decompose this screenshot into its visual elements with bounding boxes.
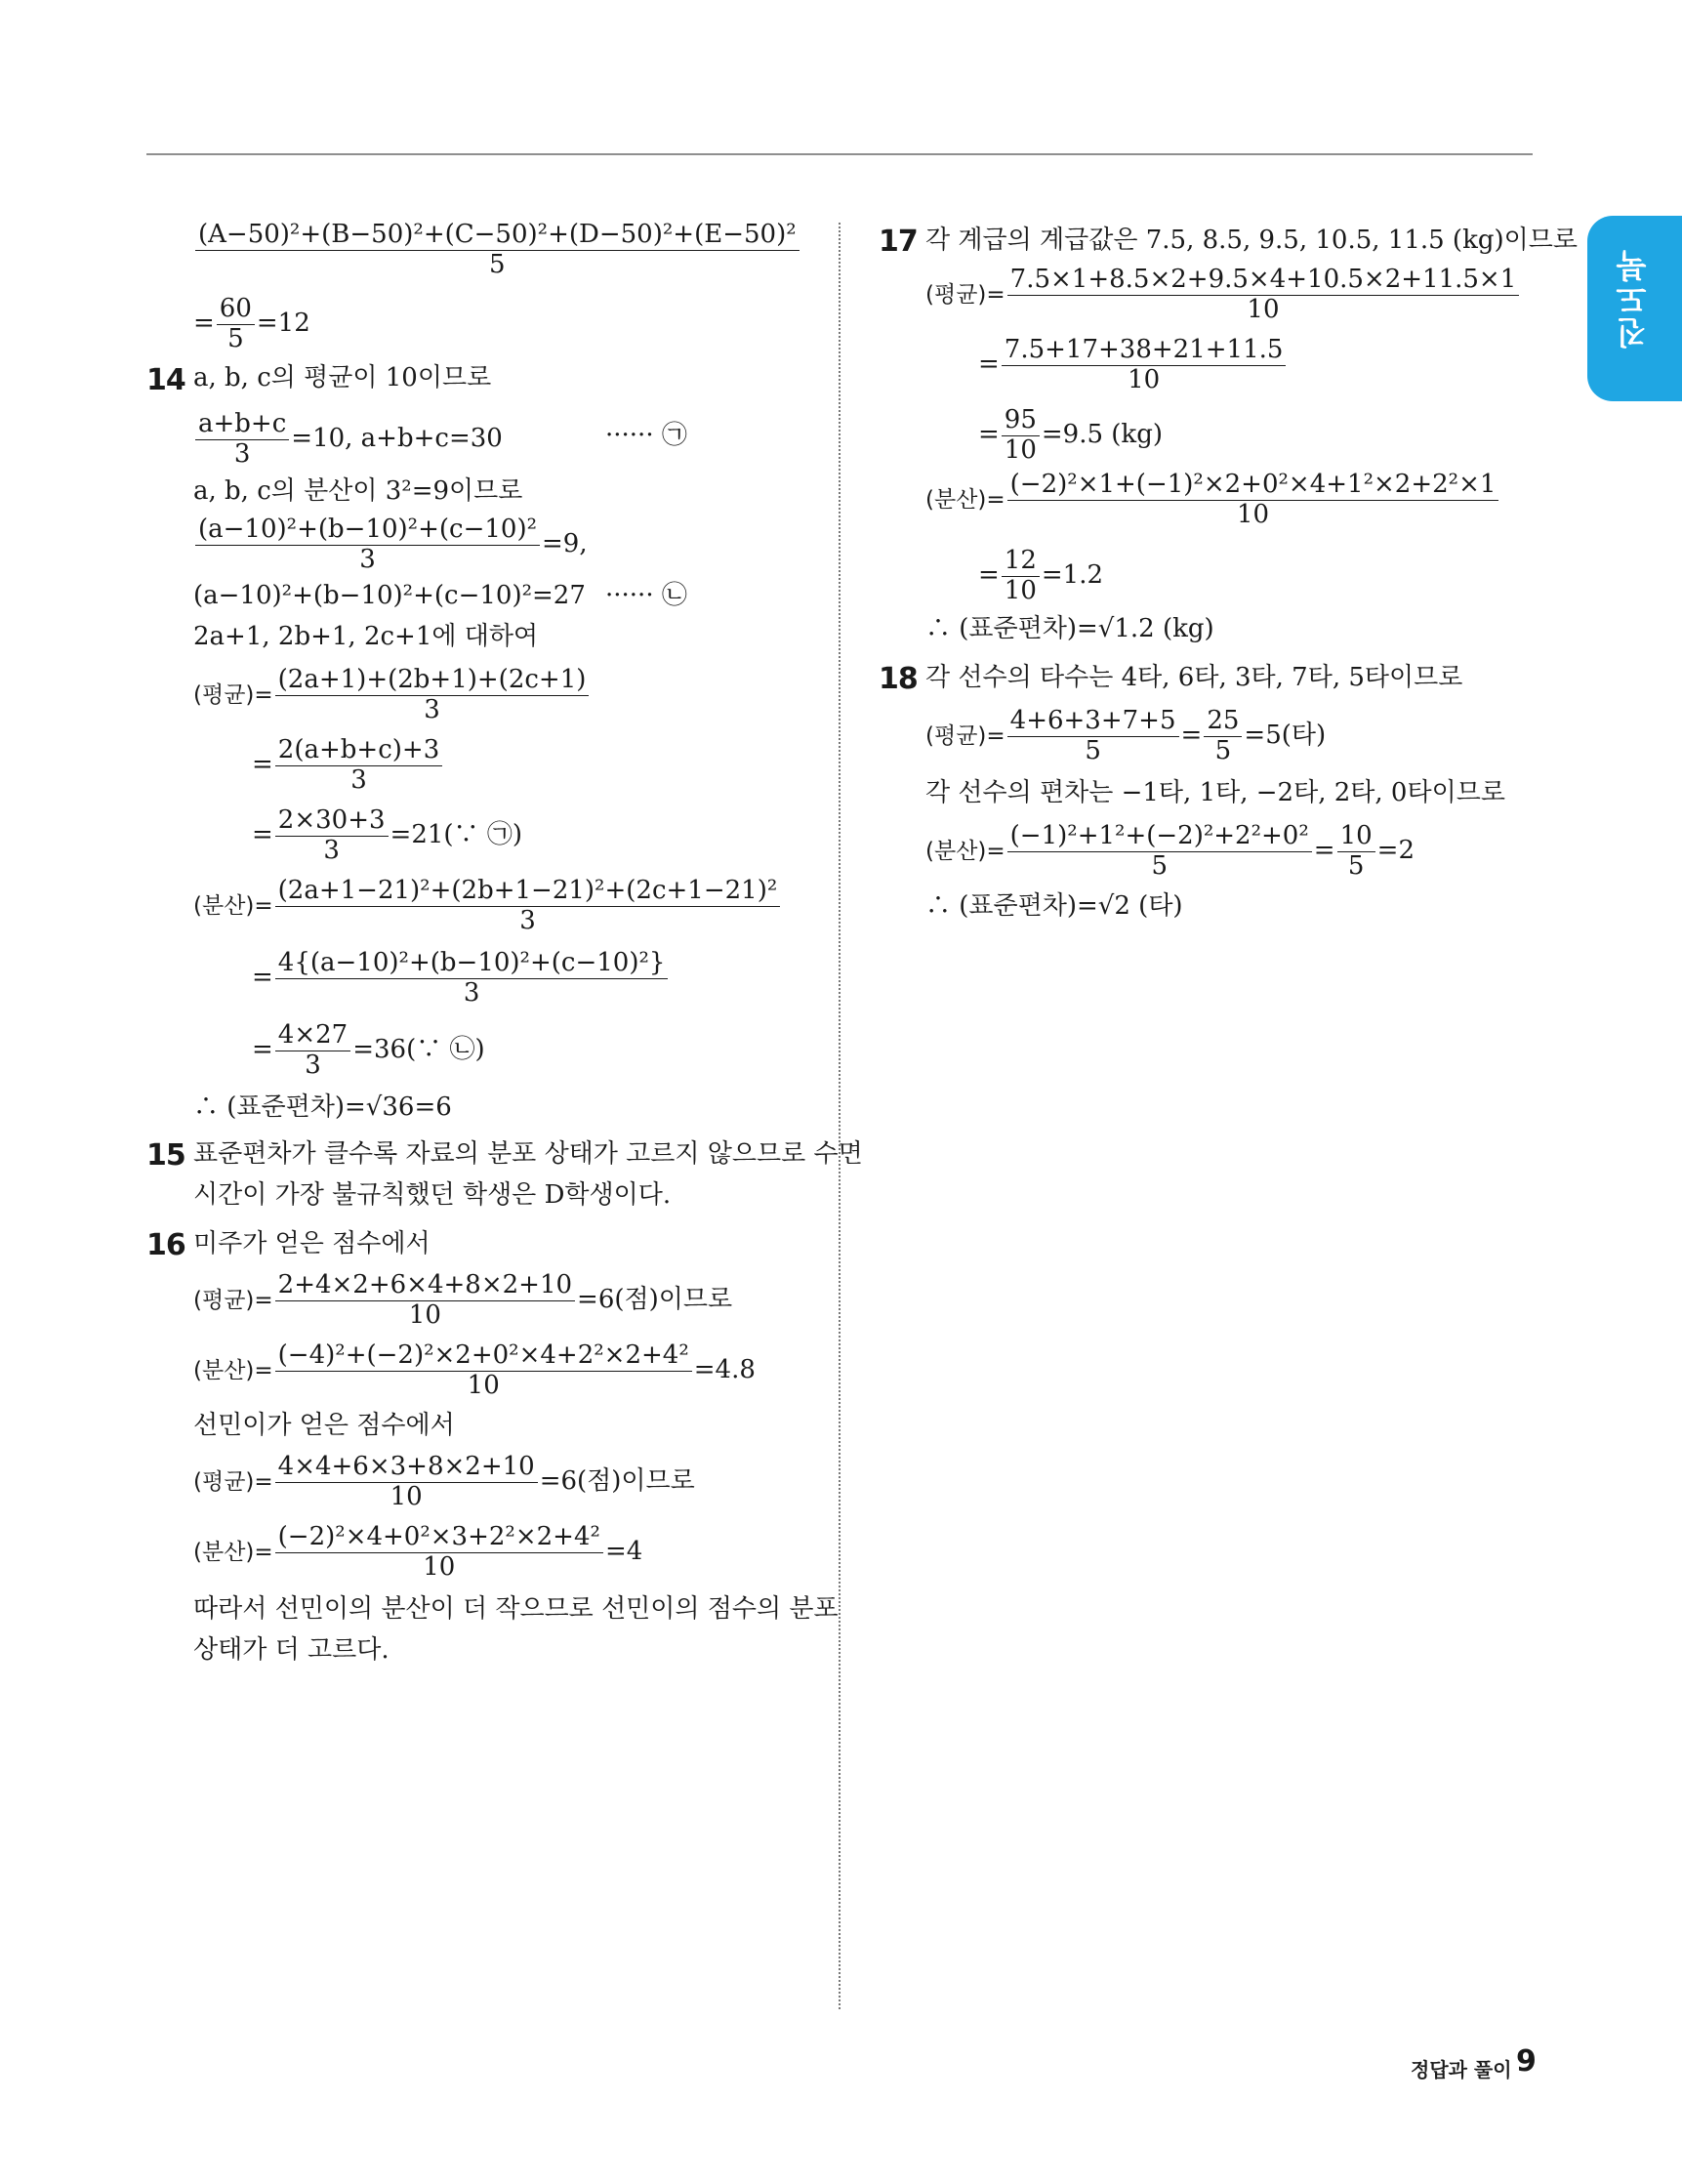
q18-mean: (평균)= $\frac{4+6+3+7+5}{5}$ = $\frac{25}{5}$ =5(타) [925,706,1327,765]
q17-var-2: = $\frac{12}{10}$ =1.2 [978,546,1104,605]
q14-var-eq: $\frac{\text{(a−10)²+(b−10)²+(c−10)²}}{3}$ =9, [193,515,588,575]
q14-tag-1: ······ ㉠ [605,421,687,450]
footer-label: 정답과 풀이 [1411,2058,1512,2081]
q17-var-1: (분산)= $\frac{\text{(−2)²×1+(−1)²×2+0²×4+1²×2+2²×1}}{10}$ [925,471,1500,530]
q16-var-2: (분산)= $\frac{\text{(−2)²×4+0²×3+2²×2+4²}}{10}$ =4 [193,1522,643,1582]
q15-number: 15 [146,1138,185,1173]
q16-var-1: (분산)= $\frac{\text{(−4)²+(−2)²×2+0²×4+2²×2+4²}}{10}$ =4.8 [193,1340,756,1400]
q15-line-1: 표준편차가 클수록 자료의 분포 상태가 고르지 않으므로 수면 [193,1139,863,1169]
q17-mean-2: = $\frac{7.5+17+38+21+11.5}{10}$ [978,336,1288,395]
q16-mean-2: (평균)= $\frac{4\times 4+6\times 3+8\times 2+10}{10}$ =6(점)이므로 [193,1452,695,1511]
column-divider [839,223,841,2009]
q14-number: 14 [146,363,185,397]
q14-mean-3: = $\frac{2\times 30+3}{3}$ =21(∵ ㉠) [252,805,522,865]
q16-intro: 미주가 얻은 점수에서 [193,1229,431,1258]
q14-var-2: = $\frac{\text{4\{(a−10)²+(b−10)²+(c−10)²\}}}{3}$ [252,949,670,1009]
side-tab-label: 진도북 [1615,249,1652,349]
q18-number: 18 [879,662,918,696]
q14-mean-2: = $\frac{2(a+b+c)+3}{3}$ [252,736,444,796]
q14-tag-2: ······ ㉡ [605,581,687,610]
page-number: 9 [1516,2044,1537,2079]
q16-mean-1: (평균)= $\frac{2+4\times 2+6\times 4+8\times 2+10}{10}$ =6(점)이므로 [193,1270,733,1330]
q16-number: 16 [146,1228,185,1262]
q17-mean-1: (평균)= $\frac{7.5\times 1+8.5\times 2+9.5\times 4+10.5\times 2+11.5\times 1}{10}$ [925,266,1521,325]
q14-var-3: = $\frac{4\times 27}{3}$ =36(∵ ㉡) [252,1020,485,1080]
q18-intro: 각 선수의 타수는 4타, 6타, 3타, 7타, 5타이므로 [925,663,1463,692]
q17-number: 17 [879,225,918,259]
q14-var-intro: a, b, c의 분산이 3²=9이므로 [193,476,523,506]
q14-var-1: (분산)= $\frac{\text{(2a+1−21)²+(2b+1−21)²+(2c+1−21)²}}{3}$ [193,877,782,936]
q14-mean-eq: $\frac{a+b+c}{3}$ =10, a+b+c=30 [193,410,503,470]
q18-var: (분산)= $\frac{\text{(−1)²+1²+(−2)²+2²+0²}}{5}$ = $\frac{10}{5}$ =2 [925,821,1415,881]
q13-fraction: $\frac{\text{(A−50)²+(B−50)²+(C−50)²+(D−50)²+(E−50)²}}{5}$ [193,221,801,280]
q14-mean-1: (평균)= $\frac{(2a+1)+(2b+1)+(2c+1)}{3}$ [193,666,591,725]
q17-std-dev: ∴ (표준편차)=√1.2 (kg) [925,614,1214,643]
q15-line-2: 시간이 가장 불규칙했던 학생은 D학생이다. [193,1180,672,1210]
q14-transform-intro: 2a+1, 2b+1, 2c+1에 대하여 [193,622,539,651]
q13-result: = $\frac{60}{5}$ =12 [193,294,310,353]
q14-std-dev: ∴ (표준편차)=√36=6 [193,1092,452,1122]
q17-mean-3: = $\frac{95}{10}$ =9.5 (kg) [978,405,1163,465]
q16-conclusion-1: 따라서 선민이의 분산이 더 작으므로 선민이의 점수의 분포 [193,1594,839,1624]
q17-intro: 각 계급의 계급값은 7.5, 8.5, 9.5, 10.5, 11.5 (kg)이므로 [925,226,1578,255]
q14-var-sum: (a−10)²+(b−10)²+(c−10)²=27 [193,581,586,610]
top-rule [146,153,1533,155]
q18-deviation: 각 선수의 편차는 −1타, 1타, −2타, 2타, 0타이므로 [925,778,1505,807]
q16-intro-2: 선민이가 얻은 점수에서 [193,1411,455,1440]
q16-conclusion-2: 상태가 더 고르다. [193,1635,390,1665]
q14-intro: a, b, c의 평균이 10이므로 [193,363,492,392]
q18-std-dev: ∴ (표준편차)=√2 (타) [925,891,1183,921]
